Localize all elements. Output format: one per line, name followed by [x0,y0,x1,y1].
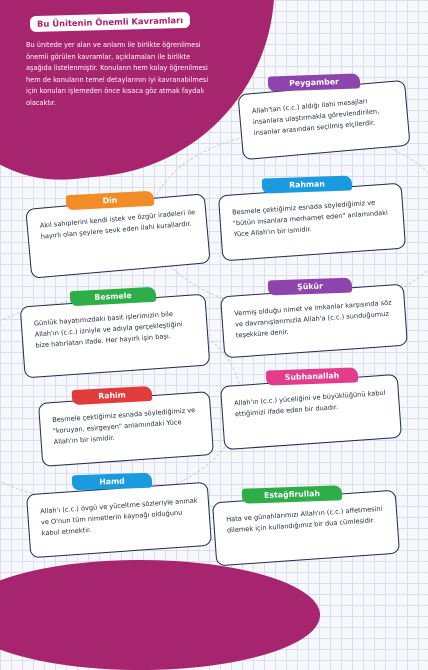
concept-card-subhanallah [220,374,402,450]
concept-label-rahim: Rahim [72,386,153,405]
concept-label-peygamber: Peygamber [268,73,360,91]
concept-label-rahman: Rahman [262,175,352,193]
concept-definition: Allah'ı (c.c.) övgü ve yüceltme sözleriyle anmak ve O'nun tüm nimetlerin kaynağı olduğunu kabul etmektir. [39,496,198,538]
concept-definition: Besmele çektiğimiz esnada söylediğimiz ve "koruyan, esirgeyen" anlamındaki Yüce Allah'ın bir ismidir. [51,406,196,447]
concept-label-subhanallah: Subhanallah [266,367,358,385]
concept-definition: Akıl sahiplerini kendi istek ve özgür iradeleri ile hayırlı olan şeylere sevk eden ilahi kurallardır. [39,208,196,241]
concept-label-besmele: Besmele [70,287,157,306]
concept-label-hamd: Hamd [72,473,152,491]
concept-label-sukur: Şükür [268,278,352,296]
concept-label-din: Din [66,191,155,211]
intro-title: Bu Ünitenin Önemli Kavramları [30,12,190,32]
concept-card-besmele [20,294,211,379]
intro-text: Bu ünitede yer alan ve anlamı ile birlikte öğrenilmesi önemli görülen kavramlar, açıklamaları ile birlikte aşağıda listelenmiştir. Konuların hem kolay öğrenilmesi hem de konuların temel detaylarının iyi kavranabilmesi için konuları işlemeden önce kısaca göz atmak faydalı olacaktır. [26,41,209,107]
concept-definition: Allah'ın (c.c.) yüceliğini ve büyüklüğünü kabul ettiğimizi ifade eden bir duadır. [233,388,386,419]
concept-card-hamd [26,482,212,559]
concept-definition: Vermiş olduğu nimet ve imkanlar karşısında söz ve davranışlarımızla Allah'a (c.c.) sunduğumuz teşekküre denir. [234,298,392,340]
concept-card-sukur [220,284,408,359]
concept-definition: Allah'tan (c.c.) aldığı ilahi mesajları insanlara ulaştırmakla görevlendirilen, insanlar arasından seçilmiş elçilerdir. [251,97,380,138]
concept-card-rahman [218,183,406,262]
concept-card-rahim [38,391,214,467]
concept-definition: Besmele çektiğimiz esnada söylediğimiz ve "bütün insanlara merhamet eden" anlamındaki Yüce Allah'ın bir ismidir. [231,198,389,239]
bottom-decorative-shape [0,560,320,670]
concept-definition: Günlük hayatımızdaki basit işlerimizin bile Allah'ın (c.c.) izniyle ve adıyla gerçekleştiğini bize hatırlatan ifade. Her hayırlı işin başı. [33,309,183,350]
concept-label-estagfirullah: Estağfirullah [242,485,342,503]
intro-section [26,10,216,116]
concept-definition: Hata ve günahlarımızı Allah'ın (c.c.) affetmesini dilemek için kullandığımız bir dua cümlesidir. [225,504,383,535]
